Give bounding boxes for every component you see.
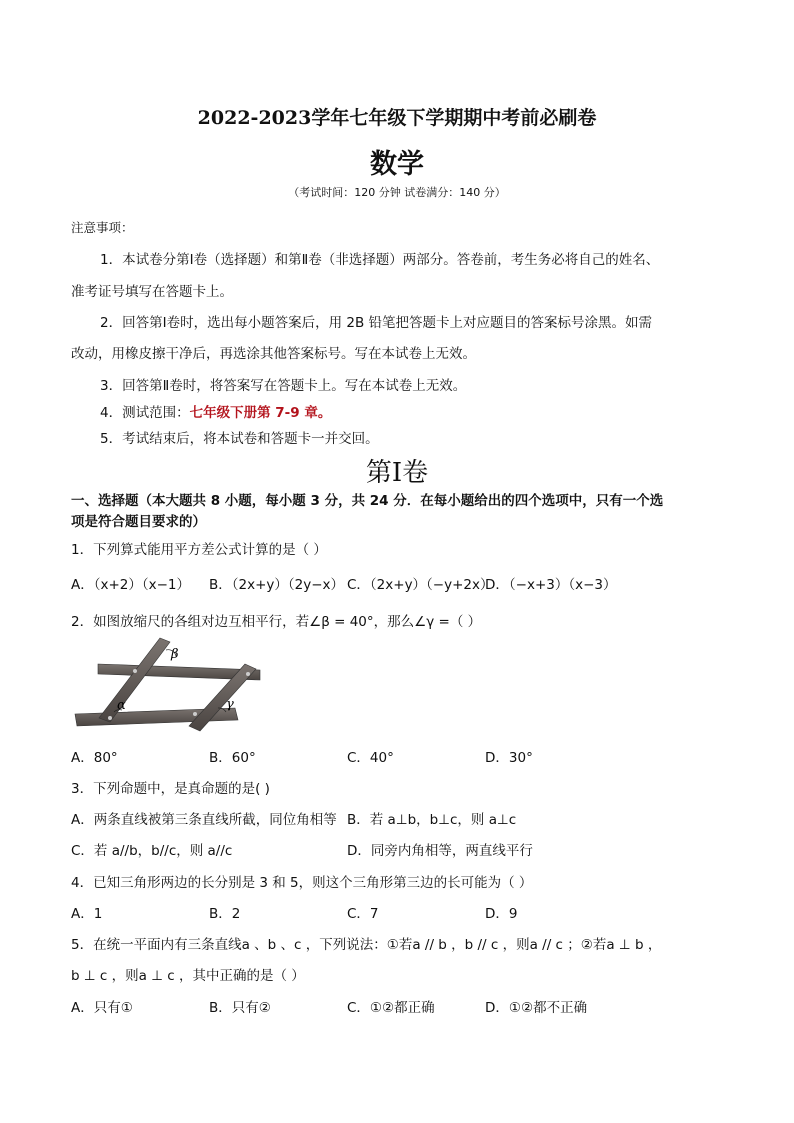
q3-stem: 3．下列命题中，是真命题的是( ) xyxy=(71,781,270,797)
label-beta: β xyxy=(171,647,179,662)
section-heading: 一、选择题（本大题共 8 小题，每小题 3 分，共 24 分．在每小题给出的四个选项中，只有一个选 xyxy=(71,493,664,509)
notes-heading: 注意事项： xyxy=(71,220,134,235)
pivot-icon xyxy=(133,669,137,673)
q5-option-b: B．只有② xyxy=(209,1000,271,1016)
note-5: 5．考试结束后，将本试卷和答题卡一并交回。 xyxy=(100,431,379,447)
pivot-icon xyxy=(193,712,197,716)
q5-option-d: D．①②都不正确 xyxy=(485,1000,588,1016)
q2-option-a: A．80° xyxy=(71,750,118,766)
pantograph-figure xyxy=(70,634,270,734)
note-4-label: 4．测试范围： xyxy=(100,405,190,421)
q5-stem: 5．在统一平面内有三条直线a 、b 、c ，下列说法：①若a // b ，b // c ，则a // c ；②若a ⊥ b ， xyxy=(71,937,662,953)
q2-option-c: C．40° xyxy=(347,750,394,766)
q3-option-a: A．两条直线被第三条直线所截，同位角相等 xyxy=(71,812,337,828)
q2-option-b: B．60° xyxy=(209,750,256,766)
left-slanted-bar xyxy=(99,638,170,722)
q4-option-c: C．7 xyxy=(347,906,379,922)
subject-title: 数学 xyxy=(370,149,424,180)
q1-option-b: B．（2x+y）（2y−x） xyxy=(209,577,345,593)
note-4-range: 七年级下册第 7-9 章。 xyxy=(189,405,332,421)
q3-option-c: C．若 a//b，b//c，则 a//c xyxy=(71,843,233,859)
q3-option-d: D．同旁内角相等，两直线平行 xyxy=(347,843,533,859)
q5-stem-cont: b ⊥ c ，则a ⊥ c ，其中正确的是（ ） xyxy=(71,968,305,984)
note-2-cont: 改动，用橡皮擦干净后，再选涂其他答案标号。写在本试卷上无效。 xyxy=(71,346,476,362)
q1-option-c: C．（2x+y）（−y+2x） xyxy=(347,577,494,593)
q1-option-d: D．（−x+3）（x−3） xyxy=(485,577,617,593)
section-heading-cont: 项是符合题目要求的） xyxy=(71,514,206,530)
q4-option-a: A．1 xyxy=(71,906,103,922)
q4-stem: 4．已知三角形两边的长分别是 3 和 5，则这个三角形第三边的长可能为（ ） xyxy=(71,875,533,891)
q2-option-d: D．30° xyxy=(485,750,533,766)
pivot-icon xyxy=(108,716,112,720)
note-4 xyxy=(100,401,331,421)
note-3: 3．回答第Ⅱ卷时，将答案写在答题卡上。写在本试卷上无效。 xyxy=(100,378,467,394)
volume-heading: 第Ⅰ卷 xyxy=(365,458,429,488)
q4-option-d: D．9 xyxy=(485,906,518,922)
note-1-cont: 准考证号填写在答题卡上。 xyxy=(71,284,233,300)
pivot-icon xyxy=(246,672,250,676)
exam-meta: （考试时间：120 分钟 试卷满分：140 分） xyxy=(288,186,506,199)
q1-stem: 1．下列算式能用平方差公式计算的是（ ） xyxy=(71,542,327,558)
q2-stem: 2．如图放缩尺的各组对边互相平行，若∠β = 40°，那么∠γ =（ ） xyxy=(71,614,482,630)
label-gamma: γ xyxy=(226,697,234,712)
note-2: 2．回答第Ⅰ卷时，选出每小题答案后，用 2B 铅笔把答题卡上对应题目的答案标号涂黑。如需 xyxy=(100,315,653,331)
note-1: 1．本试卷分第Ⅰ卷（选择题）和第Ⅱ卷（非选择题）两部分。答卷前，考生务必将自己的姓名、 xyxy=(100,252,660,268)
label-alpha: α xyxy=(117,698,126,713)
q3-option-b: B．若 a⊥b，b⊥c，则 a⊥c xyxy=(347,812,517,828)
q5-option-c: C．①②都正确 xyxy=(347,1000,435,1016)
q5-option-a: A．只有① xyxy=(71,1000,133,1016)
exam-title: 2022-2023学年七年级下学期期中考前必刷卷 xyxy=(197,107,597,129)
q1-option-a: A．（x+2）（x−1） xyxy=(71,577,191,593)
q4-option-b: B．2 xyxy=(209,906,241,922)
